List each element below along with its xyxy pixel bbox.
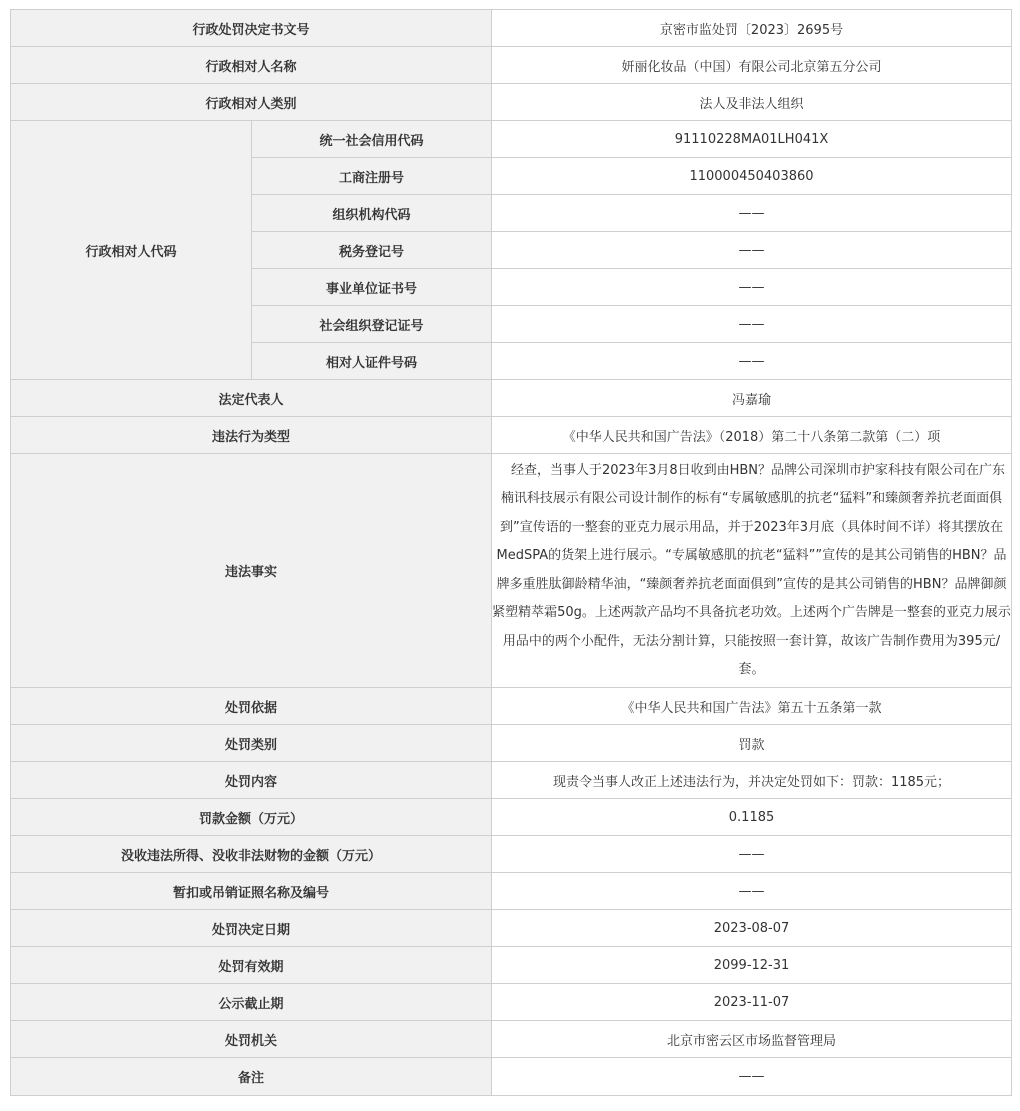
org-code-value: —— bbox=[492, 195, 1012, 232]
row-license bbox=[11, 873, 1012, 910]
legal-rep-value: 冯嘉瑜 bbox=[492, 380, 1012, 417]
decision-date-value: 2023-08-07 bbox=[492, 910, 1012, 947]
row-basis bbox=[11, 688, 1012, 725]
party-name-label: 行政相对人名称 bbox=[11, 47, 492, 84]
publicity-end-label: 公示截止期 bbox=[11, 984, 492, 1021]
basis-label: 处罚依据 bbox=[11, 688, 492, 725]
row-credit-code bbox=[11, 121, 1012, 158]
tax-reg-no-label: 税务登记号 bbox=[252, 232, 492, 269]
authority-label: 处罚机关 bbox=[11, 1021, 492, 1058]
row-fine bbox=[11, 799, 1012, 836]
category-value: 罚款 bbox=[492, 725, 1012, 762]
violation-type-value: 《中华人民共和国广告法》（2018）第二十八条第二款第（二）项 bbox=[492, 417, 1012, 454]
row-violation-type bbox=[11, 417, 1012, 454]
authority-value: 北京市密云区市场监督管理局 bbox=[492, 1021, 1012, 1058]
license-label: 暂扣或吊销证照名称及编号 bbox=[11, 873, 492, 910]
row-remarks bbox=[11, 1058, 1012, 1096]
row-party-name bbox=[11, 47, 1012, 84]
row-decision-date bbox=[11, 910, 1012, 947]
social-org-reg-no-value: —— bbox=[492, 306, 1012, 343]
tax-reg-no-value: —— bbox=[492, 232, 1012, 269]
confiscation-value: —— bbox=[492, 836, 1012, 873]
remarks-value: —— bbox=[492, 1058, 1012, 1096]
institution-cert-no-label: 事业单位证书号 bbox=[252, 269, 492, 306]
row-authority bbox=[11, 1021, 1012, 1058]
row-publicity-end bbox=[11, 984, 1012, 1021]
party-type-value: 法人及非法人组织 bbox=[492, 84, 1012, 121]
party-name-value: 妍丽化妆品（中国）有限公司北京第五分公司 bbox=[492, 47, 1012, 84]
content-label: 处罚内容 bbox=[11, 762, 492, 799]
row-content bbox=[11, 762, 1012, 799]
party-code-label: 行政相对人代码 bbox=[11, 121, 252, 380]
id-number-label: 相对人证件号码 bbox=[252, 343, 492, 380]
row-category bbox=[11, 725, 1012, 762]
valid-until-value: 2099-12-31 bbox=[492, 947, 1012, 984]
party-type-label: 行政相对人类别 bbox=[11, 84, 492, 121]
credit-code-label: 统一社会信用代码 bbox=[252, 121, 492, 158]
row-confiscation bbox=[11, 836, 1012, 873]
institution-cert-no-value: —— bbox=[492, 269, 1012, 306]
publicity-end-value: 2023-11-07 bbox=[492, 984, 1012, 1021]
social-org-reg-no-label: 社会组织登记证号 bbox=[252, 306, 492, 343]
basis-value: 《中华人民共和国广告法》第五十五条第一款 bbox=[492, 688, 1012, 725]
license-value: —— bbox=[492, 873, 1012, 910]
violation-facts-value bbox=[492, 454, 1012, 688]
remarks-label: 备注 bbox=[11, 1058, 492, 1096]
category-label: 处罚类别 bbox=[11, 725, 492, 762]
decision-date-label: 处罚决定日期 bbox=[11, 910, 492, 947]
row-decision-no bbox=[11, 10, 1012, 47]
fine-label: 罚款金额（万元） bbox=[11, 799, 492, 836]
row-violation-facts bbox=[11, 454, 1012, 688]
decision-no-value: 京密市监处罚〔2023〕2695号 bbox=[492, 10, 1012, 47]
violation-type-label: 违法行为类型 bbox=[11, 417, 492, 454]
violation-facts-label: 违法事实 bbox=[11, 454, 492, 688]
penalty-record-table bbox=[10, 9, 1012, 1096]
content-value: 现责令当事人改正上述违法行为，并决定处罚如下：罚款：1185元； bbox=[492, 762, 1012, 799]
id-number-value: —— bbox=[492, 343, 1012, 380]
row-party-type bbox=[11, 84, 1012, 121]
fine-value: 0.1185 bbox=[492, 799, 1012, 836]
credit-code-value: 91110228MA01LH041X bbox=[492, 121, 1012, 158]
violation-facts-text: 经查，当事人于2023年3月8日收到由HBN？品牌公司深圳市护家科技有限公司在广东楠讯科技展示有限公司设计制作的标有“专属敏感肌的抗老“猛料”和臻颜奢养抗老面面俱到”宣传语的一整套的亚克力展示用品，并于2023年3月底（具体时间不详）将其摆放在MedSPA的货架上进行展示。“专属敏感肌的抗老“猛料””宣传的是其公司销售的HBN？品牌多重胜肽御龄精华油，“臻颜奢养抗老面面俱到”宣传的是其公司销售的HBN？品牌御颜紧塑精萃霜50g。上述两款产品均不具备抗老功效。上述两个广告牌是一整套的亚克力展示用品中的两个小配件，无法分割计算，只能按照一套计算，故该广告制作费用为395元/套。 bbox=[492, 462, 1011, 677]
row-valid-until bbox=[11, 947, 1012, 984]
org-code-label: 组织机构代码 bbox=[252, 195, 492, 232]
business-reg-no-value: 110000450403860 bbox=[492, 158, 1012, 195]
valid-until-label: 处罚有效期 bbox=[11, 947, 492, 984]
decision-no-label: 行政处罚决定书文号 bbox=[11, 10, 492, 47]
business-reg-no-label: 工商注册号 bbox=[252, 158, 492, 195]
confiscation-label: 没收违法所得、没收非法财物的金额（万元） bbox=[11, 836, 492, 873]
row-legal-rep bbox=[11, 380, 1012, 417]
legal-rep-label: 法定代表人 bbox=[11, 380, 492, 417]
